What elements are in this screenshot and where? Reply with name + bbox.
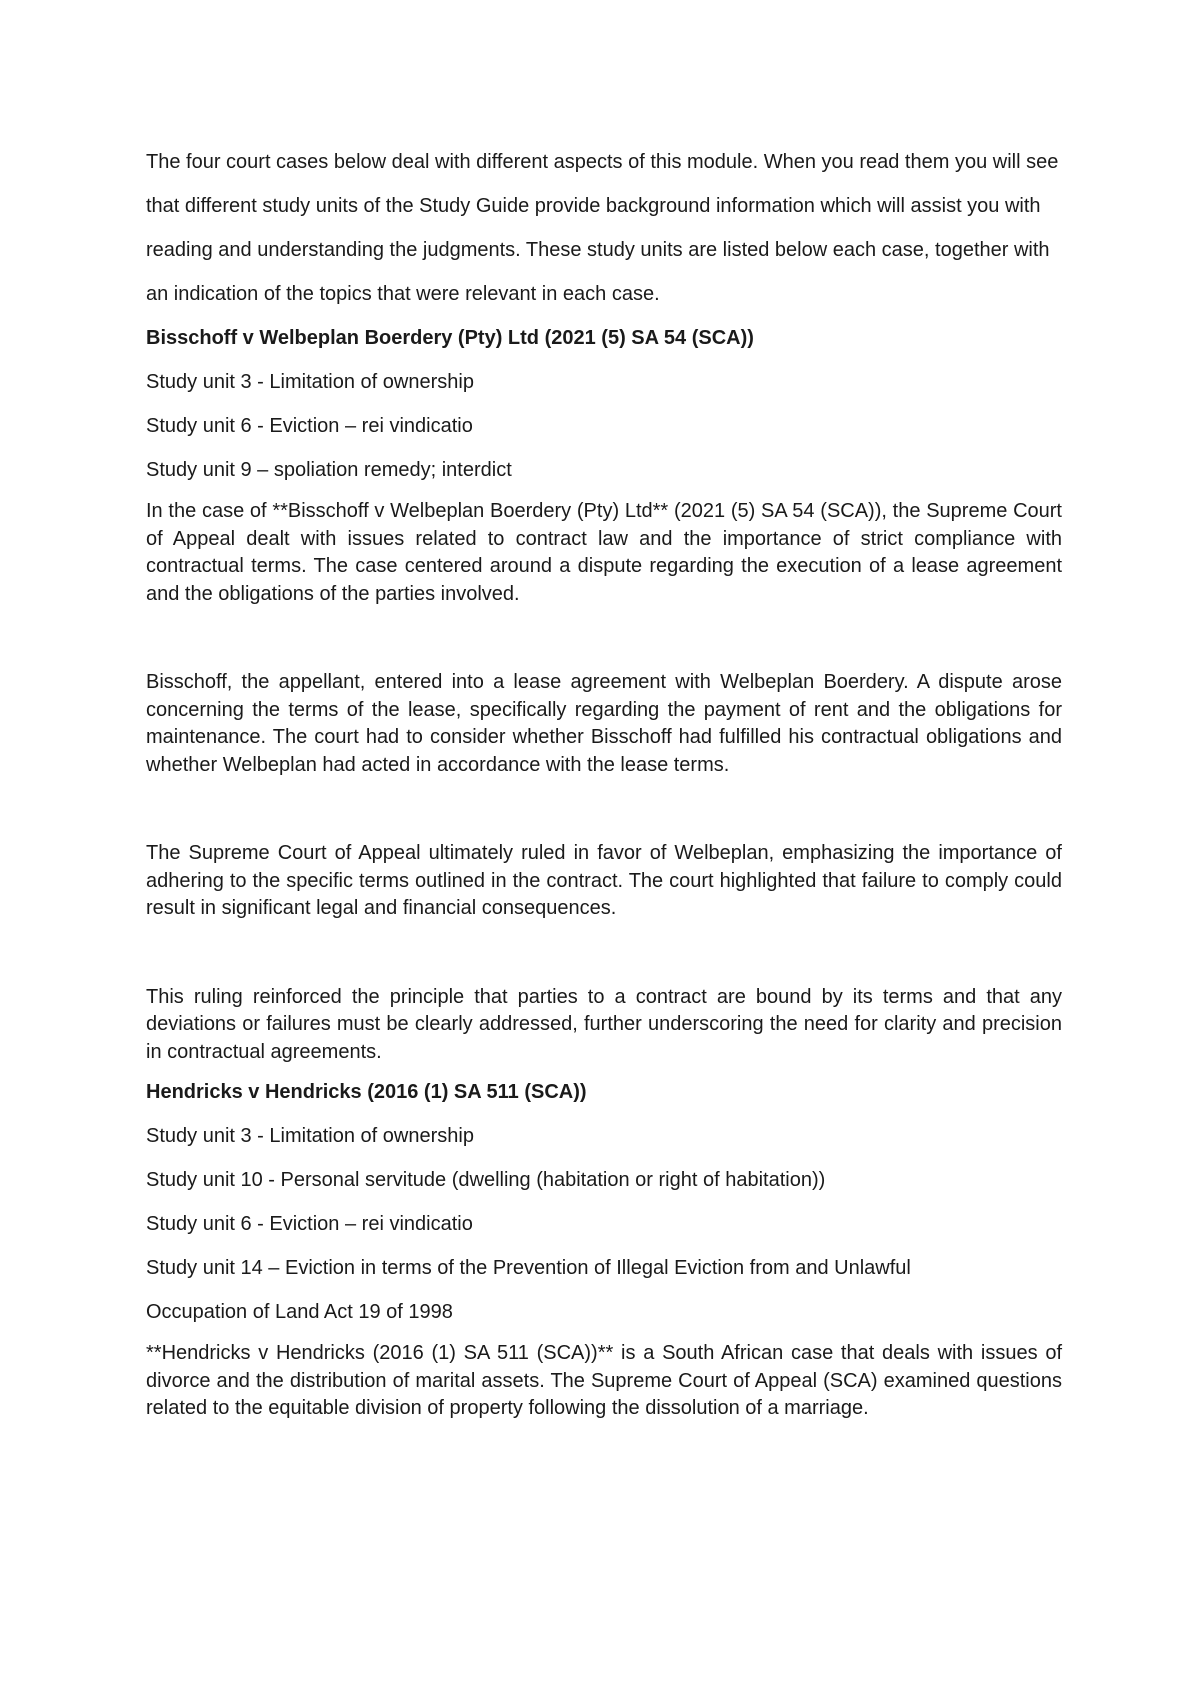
study-unit: Study unit 6 - Eviction – rei vindicatio [146, 1213, 473, 1235]
case-paragraph: The Supreme Court of Appeal ultimately ruled in favor of Welbeplan, emphasizing the importance of adhering to the specific terms outlined in the contract. The court highlighted that failure to comply could result in significant legal and financial consequences. [146, 842, 1062, 919]
intro-paragraph: The four court cases below deal with different aspects of this module. When you read them you will see that different study units of the Study Guide provide background information which will assist you with reading and understanding the judgments. These study units are listed below each case, together with an indication of the topics that were relevant in each case. [146, 151, 1059, 305]
case-title: Bisschoff v Welbeplan Boerdery (Pty) Ltd (2021 (5) SA 54 (SCA)) [146, 327, 754, 349]
study-unit: Study unit 3 - Limitation of ownership [146, 371, 474, 393]
case-hendricks [146, 1070, 1062, 1423]
study-unit: Study unit 9 – spoliation remedy; interdict [146, 459, 512, 481]
study-unit: Study unit 3 - Limitation of ownership [146, 1125, 474, 1147]
study-unit: Study unit 6 - Eviction – rei vindicatio [146, 415, 473, 437]
case-paragraph: **Hendricks v Hendricks (2016 (1) SA 511 (SCA))** is a South African case that deals with issues of divorce and the distribution of marital assets. The Supreme Court of Appeal (SCA) examined questions related to the equitable division of property following the dissolution of a marriage. [146, 1342, 1062, 1419]
case-bisschoff [146, 316, 1062, 1066]
case-paragraph: Bisschoff, the appellant, entered into a lease agreement with Welbeplan Boerdery. A dispute arose concerning the terms of the lease, specifically regarding the payment of rent and the obligations for maintenance. The court had to consider whether Bisschoff had fulfilled his contractual obligations and whether Welbeplan had acted in accordance with the lease terms. [146, 671, 1062, 776]
study-unit: Study unit 14 – Eviction in terms of the Prevention of Illegal Eviction from and Unlawful [146, 1257, 911, 1279]
study-unit: Study unit 10 - Personal servitude (dwelling (habitation or right of habitation)) [146, 1169, 826, 1191]
case-title: Hendricks v Hendricks (2016 (1) SA 511 (SCA)) [146, 1081, 587, 1103]
document-body [146, 140, 1062, 1423]
case-paragraph: In the case of **Bisschoff v Welbeplan Boerdery (Pty) Ltd** (2021 (5) SA 54 (SCA)), the Supreme Court of Appeal dealt with issues related to contract law and the importance of strict compliance with contractual terms. The case centered around a dispute regarding the execution of a lease agreement and the obligations of the parties involved. [146, 500, 1062, 605]
case-paragraph: This ruling reinforced the principle that parties to a contract are bound by its terms and that any deviations or failures must be clearly addressed, further underscoring the need for clarity and precision in contractual agreements. [146, 985, 1062, 1063]
study-unit: Occupation of Land Act 19 of 1998 [146, 1301, 453, 1323]
